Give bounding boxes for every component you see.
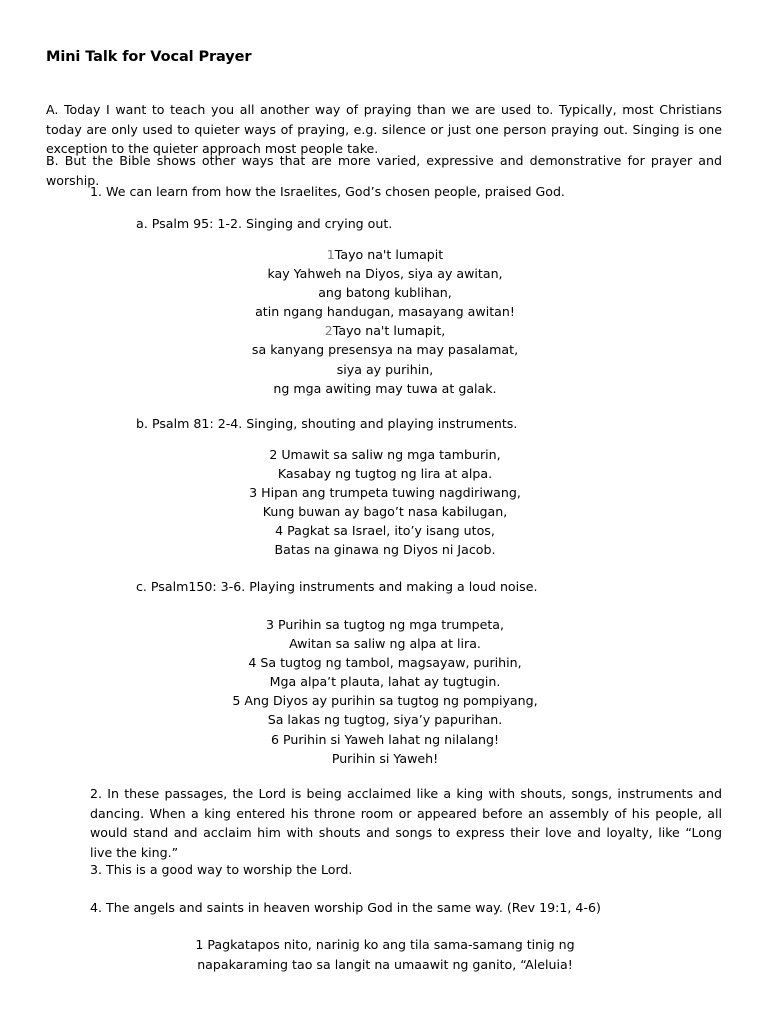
point-4: 4. The angels and saints in heaven worship God in the same way. (Rev 19:1, 4-6) <box>90 900 601 915</box>
verse-line: Purihin si Yaweh! <box>331 750 439 766</box>
verse-line: 2Tayo na't lumapit, <box>324 323 446 339</box>
subpoint-b: b. Psalm 81: 2-4. Singing, shouting and playing instruments. <box>136 416 518 431</box>
verse-line: 3 Purihin sa tugtog ng mga trumpeta, <box>265 617 505 632</box>
verse-line: 1Tayo na't lumapit <box>326 247 444 262</box>
verse-line: Kung buwan ay bago’t nasa kabilugan, <box>262 504 508 520</box>
verse-line: 4 Pagkat sa Israel, ito’y isang utos, <box>275 523 495 539</box>
verse-line: 4 Sa tugtog ng tambol, magsayaw, purihin, <box>248 655 522 671</box>
verse-line: Mga alpa’t plauta, lahat ay tugtugin. <box>269 674 501 690</box>
point-3: 3. This is a good way to worship the Lord. <box>90 862 353 877</box>
paragraph-a: A. Today I want to teach you all another way of praying than we are used to. Typically, most Christians today are only used to quieter ways of praying, e.g. silence or just one person praying out. Singing is one exception to the quieter approach most people take. <box>46 102 722 156</box>
verse-line: 2 Umawit sa saliw ng mga tamburin, <box>269 447 501 462</box>
verse-line: siya ay purihin, <box>336 361 434 377</box>
verse-number: 1 <box>326 247 335 262</box>
verse-number: 2 <box>324 323 333 339</box>
verse-line: kay Yahweh na Diyos, siya ay awitan, <box>267 266 503 282</box>
verse-line: 6 Purihin si Yaweh lahat ng nilalang! <box>270 731 500 747</box>
verse-line: Sa lakas ng tugtog, siya’y papurihan. <box>267 712 503 728</box>
psalm-150-verse <box>160 615 610 768</box>
psalm-95-verse <box>160 245 610 398</box>
verse-line: Awitan sa saliw ng alpa at lira. <box>289 636 481 652</box>
verse-line: napakaraming tao sa langit na umaawit ng ganito, “Aleluia! <box>197 957 573 972</box>
verse-line: 3 Hipan ang trumpeta tuwing nagdiriwang, <box>249 485 521 501</box>
verse-line: ang batong kublihan, <box>318 285 452 301</box>
subpoint-c: c. Psalm150: 3-6. Playing instruments and making a loud noise. <box>136 579 538 594</box>
verse-line: sa kanyang presensya na may pasalamat, <box>251 342 519 358</box>
verse-line: ng mga awiting may tuwa at galak. <box>273 380 497 396</box>
revelation-19-verse <box>160 935 610 975</box>
verse-line: Batas na ginawa ng Diyos ni Jacob. <box>274 542 496 558</box>
verse-line: Kasabay ng tugtog ng lira at alpa. <box>277 466 493 482</box>
subpoint-a: a. Psalm 95: 1-2. Singing and crying out. <box>136 216 393 231</box>
verse-line: atin ngang handugan, masayang awitan! <box>255 304 515 320</box>
point-1: 1. We can learn from how the Israelites, God’s chosen people, praised God. <box>90 184 565 199</box>
paragraph-b: B. But the Bible shows other ways that are more varied, expressive and demonstrative for prayer and worship. <box>46 153 722 188</box>
psalm-81-verse <box>160 445 610 560</box>
verse-line: 5 Ang Diyos ay purihin sa tugtog ng pompiyang, <box>232 693 538 709</box>
verse-line: 1 Pagkatapos nito, narinig ko ang tila sama-samang tinig ng <box>195 937 575 952</box>
page-title: Mini Talk for Vocal Prayer <box>46 49 252 65</box>
point-2: 2. In these passages, the Lord is being acclaimed like a king with shouts, songs, instruments and dancing. When a king entered his throne room or appeared before an assembly of his people, all would stand and acclaim him with shouts and songs to express their love and loyalty, like “Long live the king.” <box>90 786 722 860</box>
